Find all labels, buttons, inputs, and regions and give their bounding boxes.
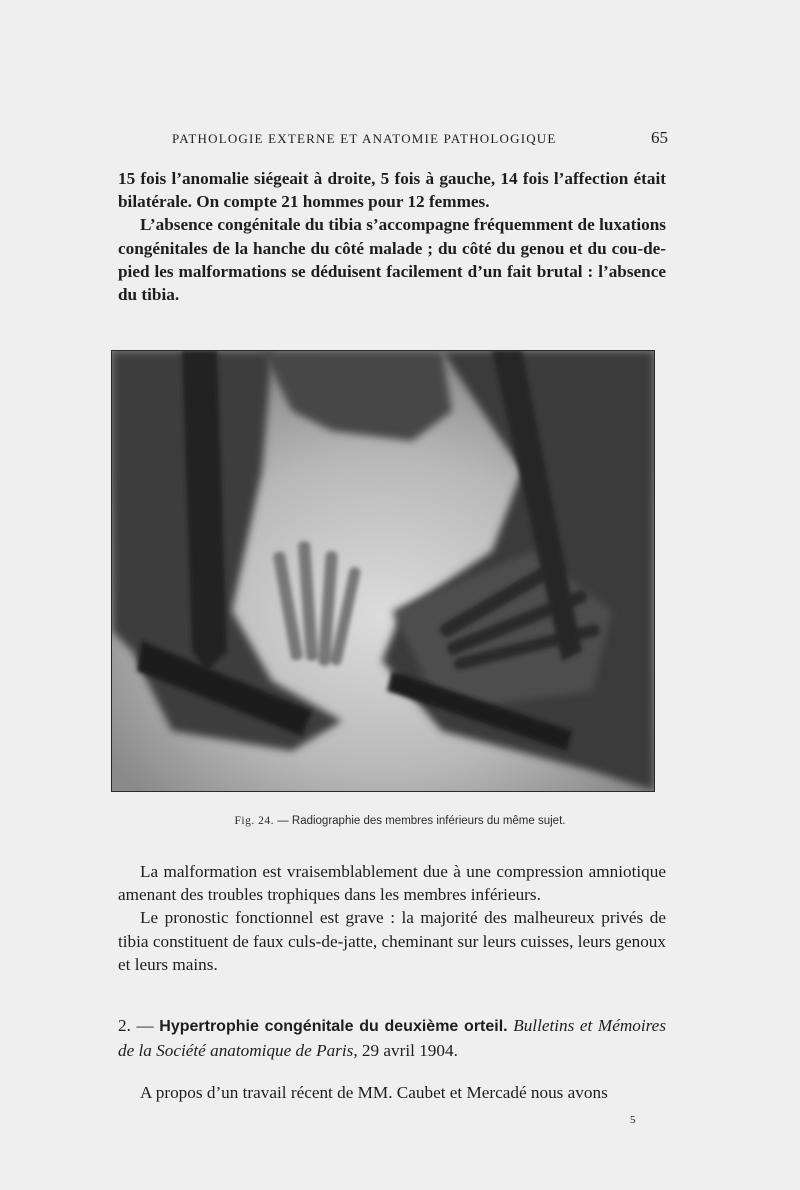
figure-caption xyxy=(0,815,800,827)
paragraph-block-2 xyxy=(118,860,666,976)
bibliography-entry xyxy=(118,1014,666,1063)
page-number: 65 xyxy=(651,128,668,147)
paragraph-block-1 xyxy=(118,167,666,306)
item-dash: — xyxy=(136,1016,154,1035)
item-source: Bulletins et Mémoires de la Société anatomique de Paris xyxy=(118,1016,667,1060)
item-number: 2. xyxy=(118,1016,131,1035)
figure-caption-text: — Radiographie des membres inférieurs du même sujet. xyxy=(277,815,566,827)
paragraph-pronostic: Le pronostic fonctionnel est grave : la majorité des malheureux privés de tibia constituent de faux culs-de-jatte, cheminant sur leurs cuisses, leurs genoux et leurs mains. xyxy=(118,908,666,974)
radiograph-figure xyxy=(111,350,655,792)
paragraph-absence-tibia: L’absence congénitale du tibia s’accompagne fréquemment de luxations congénitales de la hanche du côté malade ; du côté du genou et du cou-de-pied les malformations se déduisent facilement d’un fait brutal : l’absence du tibia. xyxy=(118,215,666,305)
radiograph-image xyxy=(112,351,654,791)
signature-mark: 5 xyxy=(630,1114,636,1126)
paragraph-malformation: La malformation est vraisemblablement due à une compression amniotique amenant des troubles trophiques dans les membres inférieurs. xyxy=(118,862,666,905)
header-title: PATHOLOGIE EXTERNE ET ANATOMIE PATHOLOGIQUE xyxy=(172,131,557,146)
paragraph-statistics: 15 fois l’anomalie siégeait à droite, 5 fois à gauche, 14 fois l’affection était bilatérale. On compte 21 hommes pour 12 femmes. xyxy=(118,169,666,212)
paragraph-block-4 xyxy=(118,1081,666,1104)
item-title: Hypertrophie congénitale du deuxième orteil. xyxy=(159,1018,508,1035)
figure-label: Fig. 24. xyxy=(234,815,274,827)
item-date: , 29 avril 1904. xyxy=(353,1041,458,1060)
bibliography-item-2 xyxy=(118,1014,666,1063)
paragraph-a-propos: A propos d’un travail récent de MM. Caubet et Mercadé nous avons xyxy=(140,1083,608,1102)
